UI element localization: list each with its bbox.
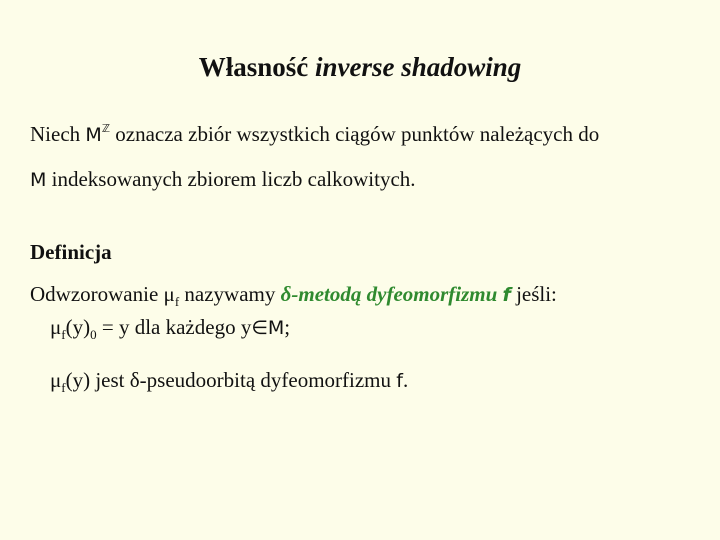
- def-text: = y dla każdego y: [96, 315, 252, 339]
- subscript-f: f: [174, 294, 180, 309]
- symbol-mu: μ: [163, 282, 175, 306]
- def-text: jeśli:: [510, 282, 557, 306]
- symbol-mu: μ: [50, 315, 62, 339]
- slide-title: [0, 52, 720, 83]
- def-text: ;: [284, 315, 291, 339]
- subscript-f: f: [61, 327, 66, 342]
- def-text: (y) jest: [65, 368, 130, 392]
- title-bold: Własność: [198, 52, 309, 82]
- delta-method-term: [281, 282, 511, 306]
- def-text: .: [402, 368, 409, 392]
- symbol-delta: δ: [129, 368, 140, 392]
- intro-line-2: [30, 167, 416, 192]
- def-text: -pseudoorbitą dyfeomorfizmu: [139, 368, 397, 392]
- def-text: (y): [65, 315, 91, 339]
- symbol-f: f: [502, 284, 511, 306]
- title-italic: inverse shadowing: [314, 52, 522, 82]
- symbol-mu: μ: [50, 368, 62, 392]
- symbol-delta: δ: [280, 282, 292, 306]
- intro-text: oznacza zbiór wszystkich ciągów punktów należących do: [110, 122, 600, 146]
- symbol-Z: ℤ: [101, 122, 111, 135]
- definition-line-3: [50, 368, 408, 393]
- intro-text: indeksowanych zbiorem liczb calkowitych.: [46, 167, 416, 191]
- intro-text: Niech: [30, 122, 86, 146]
- symbol-M: M: [85, 124, 102, 146]
- intro-line-1: [30, 122, 599, 147]
- def-text: nazywamy: [179, 282, 281, 306]
- symbol-f: f: [396, 370, 403, 392]
- symbol-M: M: [30, 169, 47, 191]
- definition-heading: Definicja: [30, 240, 112, 264]
- definition-line-2: [50, 315, 290, 340]
- subscript-0: 0: [90, 327, 97, 342]
- def-green-text: -metodą dyfeomorfizmu: [291, 282, 503, 306]
- symbol-M: M: [267, 317, 285, 339]
- symbol-element-of: ∈: [251, 317, 268, 339]
- subscript-f: f: [61, 380, 66, 395]
- definition-line-1: [30, 282, 557, 307]
- def-text: Odwzorowanie: [30, 282, 164, 306]
